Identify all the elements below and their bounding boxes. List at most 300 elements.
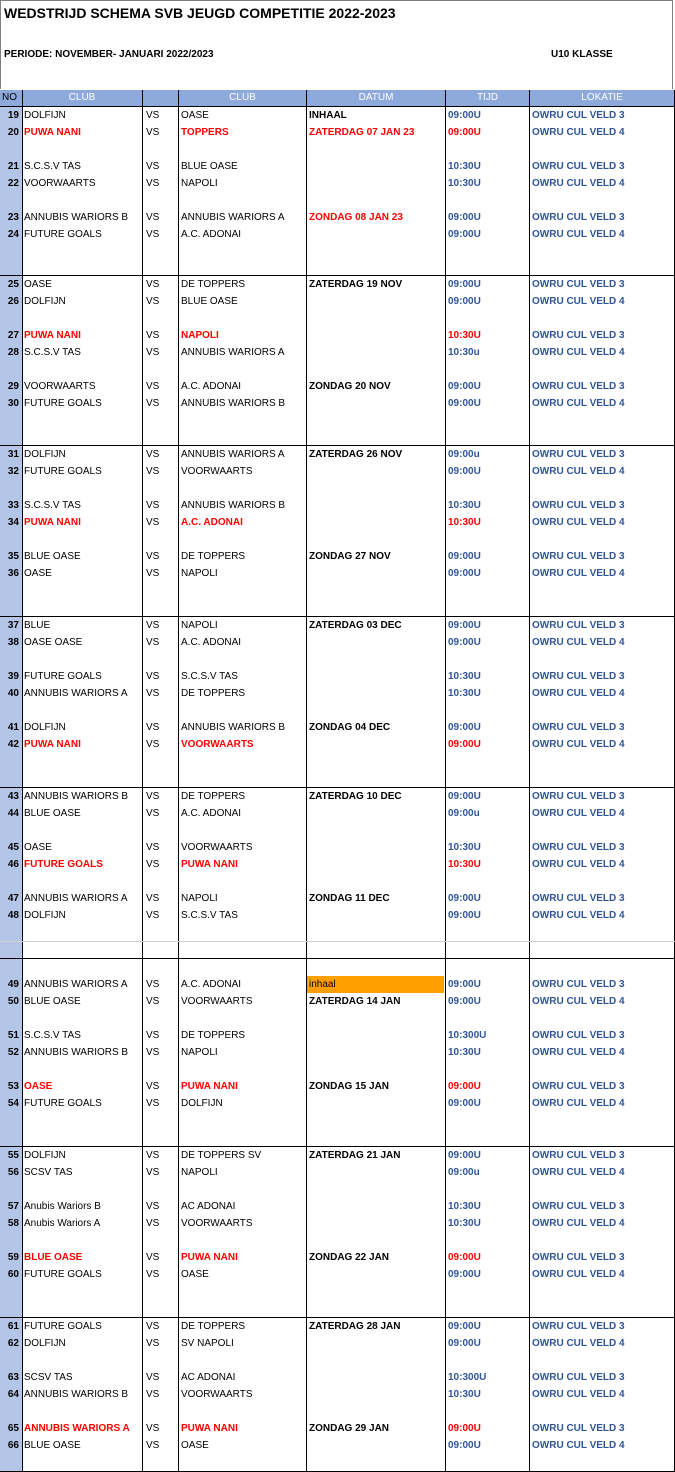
- row-divider: [0, 787, 675, 788]
- away-club: BLUE OASE: [181, 296, 238, 307]
- match-time: 09:00U: [448, 551, 481, 562]
- match-location: OWRU CUL VELD 4: [532, 637, 625, 648]
- match-number: 66: [7, 1440, 19, 1451]
- match-date: [309, 565, 444, 582]
- match-time: 10:30U: [448, 1201, 481, 1212]
- vs-label: VS: [146, 466, 160, 477]
- match-location: OWRU CUL VELD 4: [532, 398, 625, 409]
- match-number: 47: [7, 893, 19, 904]
- vs-label: VS: [146, 1269, 160, 1280]
- match-location: OWRU CUL VELD 3: [532, 1150, 625, 1161]
- match-date: ZONDAG 20 NOV: [309, 381, 391, 392]
- match-date: ZONDAG 29 JAN: [309, 1423, 390, 1434]
- column-header-club-away: CLUB: [179, 90, 306, 106]
- match-location: OWRU CUL VELD 3: [532, 1252, 625, 1263]
- match-date: ZATERDAG 19 NOV: [309, 279, 403, 290]
- match-time: 09:00U: [448, 398, 481, 409]
- match-date: ZATERDAG 07 JAN 23: [309, 127, 415, 138]
- match-number: 39: [7, 671, 19, 682]
- match-location: OWRU CUL VELD 3: [532, 1081, 625, 1092]
- match-date: ZONDAG 27 NOV: [309, 551, 391, 562]
- match-location: OWRU CUL VELD 3: [532, 161, 625, 172]
- column-header-vs: [143, 90, 178, 106]
- vs-label: VS: [146, 347, 160, 358]
- away-club: VOORWAARTS: [181, 466, 253, 477]
- match-time: 10:30U: [448, 671, 481, 682]
- match-location: OWRU CUL VELD 4: [532, 910, 625, 921]
- away-club: A.C. ADONAI: [181, 517, 243, 528]
- match-number: 63: [7, 1372, 19, 1383]
- away-club: A.C. ADONAI: [181, 808, 242, 819]
- match-location: OWRU CUL VELD 4: [532, 808, 625, 819]
- home-club: BLUE OASE: [24, 996, 81, 1007]
- vs-label: VS: [146, 1252, 160, 1263]
- home-club: BLUE OASE: [24, 1252, 83, 1263]
- match-location: OWRU CUL VELD 3: [532, 551, 625, 562]
- away-club: ANNUBIS WARIORS B: [181, 722, 286, 733]
- match-number: 59: [7, 1252, 19, 1263]
- away-club: DE TOPPERS: [181, 279, 246, 290]
- match-date: [309, 293, 444, 310]
- away-club: A.C. ADONAI: [181, 229, 242, 240]
- match-location: OWRU CUL VELD 3: [532, 1372, 625, 1383]
- match-location: OWRU CUL VELD 4: [532, 1098, 625, 1109]
- away-club: OASE: [181, 1440, 209, 1451]
- column-divider: [178, 90, 179, 1471]
- away-club: PUWA NANI: [181, 1081, 238, 1092]
- home-club: PUWA NANI: [24, 330, 81, 341]
- match-number: 40: [7, 688, 19, 699]
- match-number: 25: [7, 279, 19, 290]
- vs-label: VS: [146, 1338, 160, 1349]
- match-number: 61: [7, 1321, 19, 1332]
- home-club: SCSV TAS: [24, 1167, 73, 1178]
- away-club: S.C.S.V TAS: [181, 671, 238, 682]
- match-time: 09:00U: [448, 620, 481, 631]
- vs-label: VS: [146, 1030, 160, 1041]
- away-club: DOLFIJN: [181, 1098, 223, 1109]
- vs-label: VS: [146, 996, 160, 1007]
- match-time: 10:300U: [448, 1030, 487, 1041]
- match-location: OWRU CUL VELD 3: [532, 1201, 625, 1212]
- home-club: FUTURE GOALS: [24, 398, 102, 409]
- home-club: FUTURE GOALS: [24, 1098, 102, 1109]
- match-time: 09:00U: [448, 1252, 481, 1263]
- match-time: 09:00U: [448, 1098, 481, 1109]
- match-time: 09:00U: [448, 229, 481, 240]
- match-date: ZATERDAG 14 JAN: [309, 996, 401, 1007]
- away-club: ANNUBIS WARIORS A: [181, 347, 285, 358]
- vs-label: VS: [146, 212, 160, 223]
- match-number: 33: [7, 500, 19, 511]
- match-time: 09:00U: [448, 1338, 481, 1349]
- away-club: ANNUBIS WARIORS A: [181, 449, 285, 460]
- away-club: ANNUBIS WARIORS B: [181, 500, 286, 511]
- home-club: OASE: [24, 1081, 53, 1092]
- vs-label: VS: [146, 1440, 160, 1451]
- vs-label: VS: [146, 279, 160, 290]
- match-time: 09:00U: [448, 1423, 481, 1434]
- match-date: [309, 175, 444, 192]
- match-date: [309, 1369, 444, 1386]
- home-club: DOLFIJN: [24, 722, 66, 733]
- match-time: 09:00U: [448, 110, 481, 121]
- match-number: 21: [7, 161, 19, 172]
- match-location: OWRU CUL VELD 4: [532, 739, 625, 750]
- home-club: OASE OASE: [24, 637, 83, 648]
- away-club: VOORWAARTS: [181, 842, 253, 853]
- away-club: NAPOLI: [181, 620, 218, 631]
- vs-label: VS: [146, 127, 160, 138]
- home-club: FUTURE GOALS: [24, 1269, 102, 1280]
- match-location: OWRU CUL VELD 3: [532, 1030, 625, 1041]
- column-header-tijd: TIJD: [446, 90, 529, 106]
- match-number: 41: [7, 722, 19, 733]
- vs-label: VS: [146, 398, 160, 409]
- match-number: 42: [7, 739, 19, 750]
- match-number: 48: [7, 910, 19, 921]
- away-club: SV NAPOLI: [181, 1338, 234, 1349]
- away-club: DE TOPPERS: [181, 688, 246, 699]
- vs-label: VS: [146, 449, 160, 460]
- match-number: 52: [7, 1047, 19, 1058]
- row-divider: [0, 616, 675, 617]
- match-location: OWRU CUL VELD 4: [532, 1338, 625, 1349]
- match-time: 09:00U: [448, 1081, 481, 1092]
- match-number: 19: [7, 110, 19, 121]
- match-location: OWRU CUL VELD 3: [532, 842, 625, 853]
- away-club: BLUE OASE: [181, 161, 238, 172]
- match-date: inhaal: [307, 976, 444, 993]
- match-date: [309, 634, 444, 651]
- vs-label: VS: [146, 808, 160, 819]
- home-club: S.C.S.V TAS: [24, 347, 81, 358]
- match-date: [309, 668, 444, 685]
- match-time: 09:00u: [448, 1167, 480, 1178]
- home-club: OASE: [24, 568, 52, 579]
- match-time: 09:00U: [448, 979, 481, 990]
- vs-label: VS: [146, 296, 160, 307]
- match-date: ZONDAG 22 JAN: [309, 1252, 390, 1263]
- vs-label: VS: [146, 1201, 160, 1212]
- match-location: OWRU CUL VELD 4: [532, 178, 625, 189]
- away-club: NAPOLI: [181, 568, 218, 579]
- match-location: OWRU CUL VELD 3: [532, 449, 625, 460]
- match-date: ZATERDAG 03 DEC: [309, 620, 402, 631]
- match-location: OWRU CUL VELD 4: [532, 1269, 625, 1280]
- vs-label: VS: [146, 330, 160, 341]
- away-club: ANNUBIS WARIORS A: [181, 212, 285, 223]
- vs-label: VS: [146, 568, 160, 579]
- column-divider: [529, 90, 530, 1471]
- match-time: 09:00U: [448, 381, 481, 392]
- home-club: DOLFIJN: [24, 449, 66, 460]
- away-club: PUWA NANI: [181, 1252, 238, 1263]
- match-date: [309, 736, 444, 753]
- row-divider: [0, 1146, 675, 1147]
- match-number: 54: [7, 1098, 19, 1109]
- home-club: ANNUBIS WARIORS B: [24, 1389, 129, 1400]
- match-number: 30: [7, 398, 19, 409]
- match-date: ZONDAG 15 JAN: [309, 1081, 390, 1092]
- match-date: [309, 463, 444, 480]
- match-date: [309, 344, 444, 361]
- vs-label: VS: [146, 551, 160, 562]
- column-divider: [142, 90, 143, 1471]
- home-club: ANNUBIS WARIORS A: [24, 1423, 130, 1434]
- vs-label: VS: [146, 739, 160, 750]
- home-club: ANNUBIS WARIORS B: [24, 791, 129, 802]
- home-club: ANNUBIS WARIORS A: [24, 893, 128, 904]
- match-time: 09:00U: [448, 466, 481, 477]
- match-location: OWRU CUL VELD 3: [532, 791, 625, 802]
- away-club: PUWA NANI: [181, 1423, 238, 1434]
- match-number: 64: [7, 1389, 19, 1400]
- match-number: 35: [7, 551, 19, 562]
- home-club: FUTURE GOALS: [24, 859, 103, 870]
- home-club: BLUE: [24, 620, 51, 631]
- vs-label: VS: [146, 1389, 160, 1400]
- match-number: 49: [7, 979, 19, 990]
- home-club: OASE: [24, 842, 52, 853]
- vs-label: VS: [146, 859, 160, 870]
- match-number: 27: [7, 330, 19, 341]
- away-club: DE TOPPERS: [181, 1321, 246, 1332]
- match-location: OWRU CUL VELD 4: [532, 1440, 625, 1451]
- home-club: FUTURE GOALS: [24, 671, 102, 682]
- match-number: 55: [7, 1150, 19, 1161]
- away-club: DE TOPPERS: [181, 551, 246, 562]
- vs-label: VS: [146, 893, 160, 904]
- match-time: 09:00u: [448, 808, 480, 819]
- match-time: 09:00U: [448, 637, 481, 648]
- match-number: 31: [7, 449, 19, 460]
- away-club: A.C. ADONAI: [181, 381, 242, 392]
- column-header-no: NO: [0, 90, 22, 106]
- vs-label: VS: [146, 1321, 160, 1332]
- vs-label: VS: [146, 1081, 160, 1092]
- match-time: 09:00U: [448, 212, 481, 223]
- away-club: NAPOLI: [181, 893, 218, 904]
- match-number: 28: [7, 347, 19, 358]
- match-date: [309, 1335, 444, 1352]
- home-club: BLUE OASE: [24, 1440, 81, 1451]
- away-club: TOPPERS: [181, 127, 229, 138]
- away-club: DE TOPPERS: [181, 791, 246, 802]
- match-date: [309, 1437, 444, 1454]
- away-club: VOORWAARTS: [181, 1218, 253, 1229]
- match-date: [309, 1164, 444, 1181]
- home-club: ANNUBIS WARIORS A: [24, 688, 128, 699]
- away-club: OASE: [181, 1269, 209, 1280]
- home-club: DOLFIJN: [24, 296, 66, 307]
- away-club: VOORWAARTS: [181, 1389, 253, 1400]
- match-time: 09:00U: [448, 1269, 481, 1280]
- match-time: 09:00U: [448, 791, 481, 802]
- match-number: 56: [7, 1167, 19, 1178]
- match-location: OWRU CUL VELD 4: [532, 1167, 625, 1178]
- match-date: [309, 805, 444, 822]
- home-club: SCSV TAS: [24, 1372, 73, 1383]
- match-number: 38: [7, 637, 19, 648]
- home-club: ANNUBIS WARIORS A: [24, 979, 128, 990]
- match-number: 34: [7, 517, 19, 528]
- vs-label: VS: [146, 1423, 160, 1434]
- home-club: Anubis Wariors A: [24, 1218, 101, 1229]
- column-divider: [445, 90, 446, 1471]
- match-time: 10:30U: [448, 500, 481, 511]
- match-date: [309, 226, 444, 243]
- home-club: VOORWAARTS: [24, 178, 96, 189]
- home-club: DOLFIJN: [24, 110, 66, 121]
- vs-label: VS: [146, 381, 160, 392]
- match-date: ZONDAG 08 JAN 23: [309, 212, 403, 223]
- match-number: 22: [7, 178, 19, 189]
- match-number: 26: [7, 296, 19, 307]
- home-club: VOORWAARTS: [24, 381, 96, 392]
- vs-label: VS: [146, 791, 160, 802]
- row-divider: [0, 958, 675, 959]
- away-club: NAPOLI: [181, 178, 218, 189]
- match-number: 51: [7, 1030, 19, 1041]
- vs-label: VS: [146, 637, 160, 648]
- match-location: OWRU CUL VELD 3: [532, 1321, 625, 1332]
- match-time: 09:00U: [448, 893, 481, 904]
- vs-label: VS: [146, 1218, 160, 1229]
- away-club: NAPOLI: [181, 1167, 218, 1178]
- home-club: PUWA NANI: [24, 739, 81, 750]
- match-date: [309, 1386, 444, 1403]
- match-date: [309, 685, 444, 702]
- away-club: PUWA NANI: [181, 859, 238, 870]
- match-number: 24: [7, 229, 19, 240]
- match-date: [309, 1266, 444, 1283]
- match-date: [309, 907, 444, 924]
- away-club: A.C. ADONAI: [181, 979, 242, 990]
- match-date: [309, 514, 444, 531]
- match-date: ZONDAG 11 DEC: [309, 893, 390, 904]
- match-date: [309, 1215, 444, 1232]
- home-club: S.C.S.V TAS: [24, 1030, 81, 1041]
- home-club: ANNUBIS WARIORS B: [24, 212, 129, 223]
- match-number: 53: [7, 1081, 19, 1092]
- match-date: [309, 1027, 444, 1044]
- match-number: 58: [7, 1218, 19, 1229]
- match-location: OWRU CUL VELD 3: [532, 330, 625, 341]
- match-number: 37: [7, 620, 19, 631]
- vs-label: VS: [146, 161, 160, 172]
- match-location: OWRU CUL VELD 4: [532, 229, 625, 240]
- home-club: PUWA NANI: [24, 517, 81, 528]
- column-header-club-home: CLUB: [22, 90, 142, 106]
- vs-label: VS: [146, 500, 160, 511]
- match-location: OWRU CUL VELD 4: [532, 466, 625, 477]
- match-location: OWRU CUL VELD 4: [532, 1218, 625, 1229]
- vs-label: VS: [146, 910, 160, 921]
- home-club: DOLFIJN: [24, 910, 66, 921]
- home-club: OASE: [24, 279, 52, 290]
- away-club: VOORWAARTS: [181, 739, 254, 750]
- vs-label: VS: [146, 671, 160, 682]
- match-date: [309, 1095, 444, 1112]
- match-number: 29: [7, 381, 19, 392]
- match-time: 09:00U: [448, 722, 481, 733]
- match-location: OWRU CUL VELD 3: [532, 279, 625, 290]
- match-number: 43: [7, 791, 19, 802]
- match-time: 10:30U: [448, 1218, 481, 1229]
- vs-label: VS: [146, 688, 160, 699]
- row-divider: [0, 445, 675, 446]
- row-divider: [0, 106, 675, 107]
- match-location: OWRU CUL VELD 3: [532, 979, 625, 990]
- match-location: OWRU CUL VELD 3: [532, 381, 625, 392]
- away-club: A.C. ADONAI: [181, 637, 242, 648]
- vs-label: VS: [146, 722, 160, 733]
- home-club: BLUE OASE: [24, 551, 81, 562]
- match-date: ZATERDAG 26 NOV: [309, 449, 403, 460]
- match-number: 60: [7, 1269, 19, 1280]
- match-time: 09:00U: [448, 996, 481, 1007]
- home-club: PUWA NANI: [24, 127, 81, 138]
- match-date: [309, 839, 444, 856]
- row-divider: [0, 1317, 675, 1318]
- home-club: Anubis Wariors B: [24, 1201, 101, 1212]
- match-location: OWRU CUL VELD 4: [532, 859, 625, 870]
- match-time: 09:00U: [448, 1150, 481, 1161]
- column-divider: [306, 90, 307, 1471]
- match-date: INHAAL: [309, 110, 347, 121]
- home-club: S.C.S.V TAS: [24, 500, 81, 511]
- column-divider: [22, 90, 23, 1471]
- match-location: OWRU CUL VELD 3: [532, 722, 625, 733]
- match-location: OWRU CUL VELD 3: [532, 671, 625, 682]
- match-time: 10:30u: [448, 347, 480, 358]
- match-time: 09:00u: [448, 449, 480, 460]
- match-time: 10:30U: [448, 1047, 481, 1058]
- match-date: [309, 158, 444, 175]
- away-club: ANNUBIS WARIORS B: [181, 398, 286, 409]
- away-club: S.C.S.V TAS: [181, 910, 238, 921]
- match-number: 46: [7, 859, 19, 870]
- match-time: 10:30U: [448, 178, 481, 189]
- vs-label: VS: [146, 1372, 160, 1383]
- match-location: OWRU CUL VELD 4: [532, 517, 625, 528]
- match-date: [309, 497, 444, 514]
- match-date: [309, 1044, 444, 1061]
- match-time: 09:00U: [448, 739, 481, 750]
- home-club: FUTURE GOALS: [24, 1321, 102, 1332]
- match-number: 44: [7, 808, 19, 819]
- match-location: OWRU CUL VELD 3: [532, 500, 625, 511]
- vs-label: VS: [146, 979, 160, 990]
- vs-label: VS: [146, 842, 160, 853]
- match-number: 65: [7, 1423, 19, 1434]
- home-club: DOLFIJN: [24, 1338, 66, 1349]
- vs-label: VS: [146, 1167, 160, 1178]
- away-club: OASE: [181, 110, 209, 121]
- match-location: OWRU CUL VELD 3: [532, 893, 625, 904]
- page-title: WEDSTRIJD SCHEMA SVB JEUGD COMPETITIE 2022-2023: [4, 5, 396, 21]
- away-club: NAPOLI: [181, 1047, 218, 1058]
- row-divider: [0, 941, 675, 942]
- vs-label: VS: [146, 517, 160, 528]
- home-club: FUTURE GOALS: [24, 229, 102, 240]
- match-time: 09:00U: [448, 279, 481, 290]
- match-time: 10:30U: [448, 1389, 481, 1400]
- match-location: OWRU CUL VELD 4: [532, 347, 625, 358]
- match-number: 57: [7, 1201, 19, 1212]
- vs-label: VS: [146, 1047, 160, 1058]
